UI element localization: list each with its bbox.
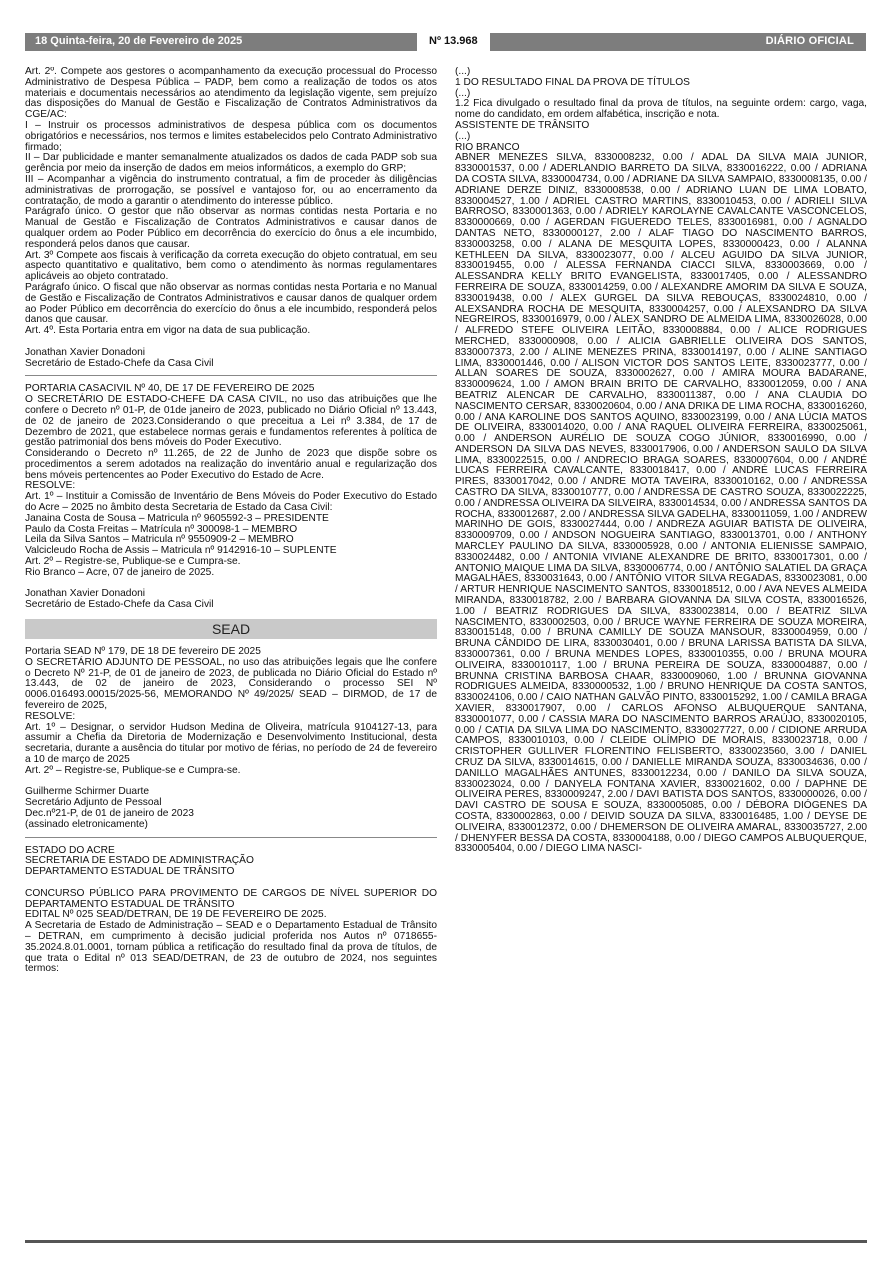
paragraph: Art. 1º – Designar, o servidor Hudson Medina de Oliveira, matrícula 9104127-13, para assumir a Chefia da Diretoria de Modernização e Desenvolvimento Institucional, desta secretaria, durante a ausência do titular por motivo de férias, no período de 24 de fevereiro a 10 de março de 2025 xyxy=(25,721,437,766)
section-heading-sead: SEAD xyxy=(25,619,437,639)
signature-block xyxy=(25,589,437,611)
cargo-title: ASSISTENTE DE TRÂNSITO xyxy=(455,119,590,131)
paragraph: II – Dar publicidade e manter semanalmente atualizados os dados de cada PADP sob sua gerência por meio da inserção de dados em meios informáticos, a exemplo do GRP; xyxy=(25,152,437,175)
signatory-role: Secretário de Estado-Chefe da Casa Civil xyxy=(25,599,214,611)
signatory-role: Secretário de Estado-Chefe da Casa Civil xyxy=(25,357,214,369)
page-header xyxy=(25,33,866,51)
paragraph: Art. 3º Compete aos fiscais à verificação da correta execução do objeto contratual, em seu aspecto quantitativo e qualitativo, bem como o atendimento às normas regulamentares aplicáveis ao objeto contratado. xyxy=(25,249,437,283)
ellipsis: (...) xyxy=(455,87,471,99)
edital-number: EDITAL Nº 025 SEAD/DETRAN, DE 19 DE FEVEREIRO DE 2025. xyxy=(25,909,327,921)
member-line: Leila da Silva Santos – Matricula nº 9550909-2 – MEMBRO xyxy=(25,534,294,546)
signature-block xyxy=(25,348,437,370)
paragraph: Art. 2º – Registre-se, Publique-se e Cumpra-se. xyxy=(25,556,241,568)
signatory-name: Jonathan Xavier Donadoni xyxy=(25,588,146,600)
portaria-casacivil-40 xyxy=(25,384,437,578)
portaria-articles xyxy=(25,67,437,337)
portaria-title: Portaria SEAD Nº 179, DE 18 DE fevereiro DE 2025 xyxy=(25,646,261,658)
paragraph: Art. 1º – Instituir a Comissão de Inventário de Bens Móveis do Poder Executivo do Estado do Acre – 2025 no âmbito desta Secretaria de Estado da Casa Civil: xyxy=(25,491,437,514)
signatory-name: Guilherme Schirmer Duarte xyxy=(25,786,149,798)
portaria-sead-179 xyxy=(25,647,437,777)
signatory-decree: Dec.nº21-P, de 01 de janeiro de 2023 xyxy=(25,808,194,819)
left-column xyxy=(25,67,437,1235)
member-line: Valcicleudo Rocha de Assis – Matricula nº 9142916-10 – SUPLENTE xyxy=(25,545,337,557)
paragraph: RESOLVE: xyxy=(25,710,76,722)
section-title: 1 DO RESULTADO FINAL DA PROVA DE TÍTULOS xyxy=(455,76,690,88)
paragraph: Parágrafo único. O gestor que não observar as normas contidas nesta Portaria e no Manual de Gestão e Fiscalização de Contratos Administrativos e causar danos de qualquer ordem ao Poder Público em decorrência do exercício do ônus a ele incumbido, responderá pelos danos que causar. xyxy=(25,206,437,250)
paragraph: Art. 2º. Compete aos gestores o acompanhamento da execução processual do Processo Administrativo de Despesa Pública – PADP, bem como a realização de todos os atos materiais e documentais necessários ao atendimento da legislação vigente, sem prejuízo das disposições do Manual de Gestão e Fiscalização de Contratos Administrativos da CGE/AC: xyxy=(25,67,437,121)
paragraph: Rio Branco – Acre, 07 de janeiro de 2025. xyxy=(25,566,215,578)
issue-number: Nº 13.968 xyxy=(417,33,490,51)
edital-025 xyxy=(25,889,437,975)
ellipsis: (...) xyxy=(455,130,471,142)
detran-heading xyxy=(25,846,437,878)
paragraph: III – Acompanhar a vigência do instrumento contratual, a fim de proceder às diligências administrativas de prorrogação, se possível e vantajoso for, ou ao encerramento da contratação, de modo a garantir o atendimento do interesse público. xyxy=(25,173,437,207)
signatory-name: Jonathan Xavier Donadoni xyxy=(25,346,146,358)
member-line: Paulo da Costa Freitas – Matrícula nº 300098-1 – MEMBRO xyxy=(25,523,298,535)
divider xyxy=(25,375,437,376)
member-line: Janaina Costa de Sousa – Matricula nº 9605592-3 – PRESIDENTE xyxy=(25,512,329,524)
paragraph: Parágrafo único. O fiscal que não observar as normas contidas nesta Portaria e no Manual de Gestão e Fiscalização de Contratos Administrativos e causar danos de qualquer ordem ao Poder Público em decorrência do exercício do ônus a ele incumbido, responderá pelos danos que causar. xyxy=(25,281,437,326)
edital-intro xyxy=(455,67,867,153)
paragraph: Art. 2º – Registre-se, Publique-se e Cumpra-se. xyxy=(25,764,241,776)
candidate-list: ABNER MENEZES SILVA, 8330008232, 0.00 / ADAL DA SILVA MAIA JUNIOR, 8330001537, 0.00 / ADERLANDIO BARRETO DA SILVA, 8330016222, 0.00 / ADRIANA DA COSTA SILVA, 8330004734, 0.00 / ADRIANE DA SILVA SAMPAIO, 8330008135, 0.00 / ADRIANE DERZE DINIZ, 8330008538, 0.00 / ADRIANO LUAN DE LIMA LOBATO, 8330004527, 1.00 / ADRIEL CASTRO MARTINS, 8330010453, 0.00 / ADRIELI SILVA BARROSO, 8330001363, 0.00 / ADRIELY KAROLAYNE CAVALCANTE VASCONCELOS, 8330000669, 0.00 / AGERDAN FIGUEREDO TELES, 8330016981, 0.00 / AGNALDO DANTAS NETO, 8330000127, 2.00 / ALAF TIAGO DO NASCIMENTO BARROS, 8330003258, 0.00 / ALANA DE MESQUITA LOPES, 8330000423, 0.00 / ALANNA KETHLEEN DA SILVA, 8330023077, 0.00 / ALCEU AGUIDO DA SILVA JUNIOR, 8330019455, 0.00 / ALESSA FERNANDA CIACCI SILVA, 8330003669, 0.00 / ALESSANDRA KELLY BRITO EVANGELISTA, 8330017405, 0.00 / ALESSANDRO FERREIRA DE SOUZA, 8330014259, 0.00 / ALEXANDRE AMORIM DA SILVA E SOUZA, 8330019438, 0.00 / ALEX GURGEL DA SILVA REBOUÇAS, 8330024810, 0.00 / ALEXSANDRA ROCHA DE MESQUITA, 8330004257, 0.00 / ALEXSANDRO DA SILVA NEGREIROS, 8330016979, 0.00 / ALEX SANDRO DE ALMEIDA LIMA, 8330026028, 0.00 / ALFREDO STEFE OLIVEIRA LEITÃO, 8330008884, 0.00 / ALICE RODRIGUES MERCHED, 8330000908, 0.00 / ALICIA GABRIELLE OLIVEIRA DOS SANTOS, 8330007373, 2.00 / ALINE MENEZES PRINA, 8330014197, 0.00 / ALINE SANTIAGO LIMA, 8330001446, 0.00 / ALISON VICTOR DOS SANTOS LEITE, 8330023777, 0.00 / ALLAN SOARES DE SOUZA, 8330002627, 0.00 / AMIRA MOURA BADARANE, 8330009624, 1.00 / AMON BRAIN BRITO DE CARVALHO, 8330012059, 0.00 / ANA BEATRIZ ALENCAR DE CARVALHO, 8330011387, 0.00 / ANA CLAUDIA DO NASCIMENTO CERSAR, 8330020604, 0.00 / ANA DRIKA DE LIMA ROCHA, 8330016260, 0.00 / ANA KAROLINE DOS SANTOS AQUINO, 8330023199, 0.00 / ANA LÚCIA MATOS DE OLIVEIRA, 8330014020, 0.00 / ANA RAQUEL OLIVEIRA FERREIRA, 8330025061, 0.00 / ANDERSON AURÉLIO DE SOUZA COGO JÚNIOR, 8330016990, 0.00 / ANDERSON DA SILVA DAS NEVES, 8330017906, 0.00 / ANDERSON SAULO DA SILVA LIMA, 8330022515, 0.00 / ANDRECIO BRAGA SOARES, 8330007604, 0.00 / ANDRÉ LUCAS FERREIRA CAVALCANTE, 8330018417, 0.00 / ANDRÉ LUCAS FERREIRA PIRES, 8330017042, 0.00 / ANDRE MOTA TAVEIRA, 8330010162, 0.00 / ANDRESSA CASTRO DA SILVA, 8330010777, 0.00 / ANDRESSA DE CASTRO SOUZA, 8330022225, 0.00 / ANDRESSA OLIVEIRA DA SILVEIRA, 8330014534, 0.00 / ANDRESSA SANTOS DA ROCHA, 8330012687, 2.00 / ANDRESSA SILVA GADELHA, 8330011059, 1.00 / ANDREW MARINHO DE GOIS, 8330027444, 0.00 / ANDREZA AGUIAR BATISTA DE OLIVEIRA, 8330009709, 0.00 / ANDSON NOGUEIRA SANTIAGO, 8330013701, 0.00 / ANTHONY MARCLEY PAULINO DA SILVA, 8330005928, 0.00 / ANTONIA ELIENISSE SAMPAIO, 8330024482, 0.00 / ANTONIA VIVIANE ALEXANDRE DE BRITO, 8330017301, 0.00 / ANTONIO MAIQUE LIMA DA SILVA, 8330006774, 0.00 / ANTÔNIO SALATIEL DA GRAÇA MAGALHÃES, 8330031643, 0.00 / ANTÔNIO VITOR SILVA REGADAS, 8330023081, 0.00 / ARTUR HENRIQUE NASCIMENTO SANTOS, 8330018512, 0.00 / AVA NEVES ALMEIDA MIRANDA, 8330018782, 2.00 / BARBARA GIOVANNA DA SILVA COSTA, 8330016526, 1.00 / BEATRIZ RODRIGUES DA SILVA, 8330023814, 0.00 / BEATRIZ SILVA NASCIMENTO, 8330002503, 0.00 / BRUCE WAYNE FERREIRA DE SOUZA MOREIRA, 8330015148, 0.00 / BRUNA CAMILLY DE SOUZA MANSOUR, 8330004959, 0.00 / BRUNA CÂNDIDO DE LIRA, 8330030401, 0.00 / BRUNA LARISSA BATISTA DA SILVA, 8330007361, 0.00 / BRUNA MENDES LOPES, 8330010355, 0.00 / BRUNA MOURA OLIVEIRA, 8330010117, 1.00 / BRUNA PEREIRA DE SOUZA, 8330004887, 0.00 / BRUNNA CRISTINA BARBOSA CHAAR, 8330009060, 1.00 / BRUNNA GIOVANNA RODRIGUES ALMEIDA, 8330000532, 1.00 / BRUNO HENRIQUE DA COSTA SANTOS, 8330024106, 0.00 / CAIO NATHAN GALVÃO PINTO, 8330015292, 1.00 / CAMILA BRAGA XAVIER, 8330017907, 0.00 / CARLOS AFONSO ALBUQUERQUE SANTANA, 8330001077, 0.00 / CASSIA MARA DO NASCIMENTO BARROS ARAÚJO, 8330020105, 0.00 / CATIA DA SILVA LIMA DO NASCIMENTO, 8330027727, 0.00 / CIDIONE ARRUDA CAMPOS, 8330010103, 0.00 / CLEIDE OLÍMPIO DE MORAIS, 8330023718, 0.00 / CRISTOPHER GULLIVER FLORENTINO FELISBERTO, 8330023560, 3.00 / DANIEL CRUZ DA SILVA, 8330014615, 0.00 / DANIELLE MIRANDA SOUZA, 8330034636, 0.00 / DANILLO MAGALHÃES ANTUNES, 8330012234, 0.00 / DANILO DA SILVA SOUZA, 8330023024, 0.00 / DANYELA FONTANA XAVIER, 8330021602, 0.00 / DAPHNE DE OLIVEIRA PERES, 8330009247, 2.00 / DAVI BATISTA DOS SANTOS, 8330000026, 0.00 / DAVI CASTRO DE SOUSA E SOUZA, 8330005085, 0.00 / DÉBORA DIÓGENES DA COSTA, 8330002863, 0.00 / DEIVID SOUZA DA SILVA, 8330016485, 1.00 / DEYSE DE OLIVEIRA, 8330012372, 0.00 / DHEMERSON DE OLIVEIRA AMARAL, 8330035727, 2.00 / DHENYFER BESSA DA COSTA, 8330004188, 0.00 / DIEGO CAMPOS ALBUQUERQUE, 8330005404, 0.00 / DIEGO LIMA NASCI- xyxy=(455,152,867,855)
heading-line: SECRETARIA DE ESTADO DE ADMINISTRAÇÃO xyxy=(25,855,254,867)
heading-line: ESTADO DO ACRE xyxy=(25,844,115,856)
paragraph: I – Instruir os processos administrativos de despesa pública com os documentos obrigatórios e necessários, nos termos e limites estabelecidos pelo Contrato Administrativo firmado; xyxy=(25,119,437,153)
paragraph: Art. 4º. Esta Portaria entra em vigor na data de sua publicação. xyxy=(25,325,311,337)
ellipsis: (...) xyxy=(455,67,471,77)
page-bottom-rule xyxy=(25,1240,867,1243)
heading-line: DEPARTAMENTO ESTADUAL DE TRÂNSITO xyxy=(25,866,235,878)
paragraph: A Secretaria de Estado de Administração – SEAD e o Departamento Estadual de Trânsito – DETRAN, em cumprimento à decisão judicial proferida nos Autos nº 0718655-35.2024.8.01.0001, tornam pública a retificação do resultado final da prova de títulos, de que trata o Edital nº 013 SEAD/DETRAN, de 23 de outubro de 2024, nos seguintes termos: xyxy=(25,920,437,975)
right-column xyxy=(455,67,867,1235)
signatory-role: Secretário Adjunto de Pessoal xyxy=(25,797,162,809)
signature-block xyxy=(25,787,437,830)
paragraph: O SECRETÁRIO ADJUNTO DE PESSOAL, no uso das atribuições legais que lhe confere o Decreto Nº 21-P, de 01 de janeiro de 2023, de publicada no Diário Oficial do Estado nº 13.443, de 02 de janeiro de 2023, Considerando o processo SEI Nº 0006.016493.00015/2025-56, MEMORANDO Nº 49/2025/ SEAD – DIRMOD, de 17 de fevereiro de 2025, xyxy=(25,656,437,712)
signatory-note: (assinado eletronicamente) xyxy=(25,818,148,830)
publication-title: DIÁRIO OFICIAL xyxy=(765,35,854,47)
portaria-title: PORTARIA CASACIVIL Nº 40, DE 17 DE FEVEREIRO DE 2025 xyxy=(25,383,315,395)
paragraph: 1.2 Fica divulgado o resultado final da prova de títulos, na seguinte ordem: cargo, vaga, nome do candidato, em ordem alfabética, inscrição e nota. xyxy=(455,98,867,121)
paragraph: O SECRETÁRIO DE ESTADO-CHEFE DA CASA CIVIL, no uso das atribuições que lhe confere o Decreto nº 01-P, de 01de janeiro de 2023, publicado no Diário Oficial nº 13.443, de 02 de janeiro de 2023.Considerando o que preceitua a Lei nº 3.384, de 17 de Dezembro de 2021, que estabelece normas gerais e fundamentos referentes à política de gestão patrimonial dos bens móveis do Poder Executivo. xyxy=(25,394,437,449)
edital-title: CONCURSO PÚBLICO PARA PROVIMENTO DE CARGOS DE NÍVEL SUPERIOR DO DEPARTAMENTO ESTADUAL DE TRÂNSITO xyxy=(25,887,437,910)
city-title: RIO BRANCO xyxy=(455,141,520,153)
divider xyxy=(25,837,437,838)
page-date: 18 Quinta-feira, 20 de Fevereiro de 2025 xyxy=(35,35,243,47)
paragraph: Considerando o Decreto nº 11.265, de 22 de Junho de 2023 que dispõe sobre os procedimentos a serem adotados na realização do inventário anual e regularização dos bens móveis pertencentes ao Poder Executivo do Estado de Acre. xyxy=(25,448,437,481)
paragraph: RESOLVE: xyxy=(25,480,76,492)
